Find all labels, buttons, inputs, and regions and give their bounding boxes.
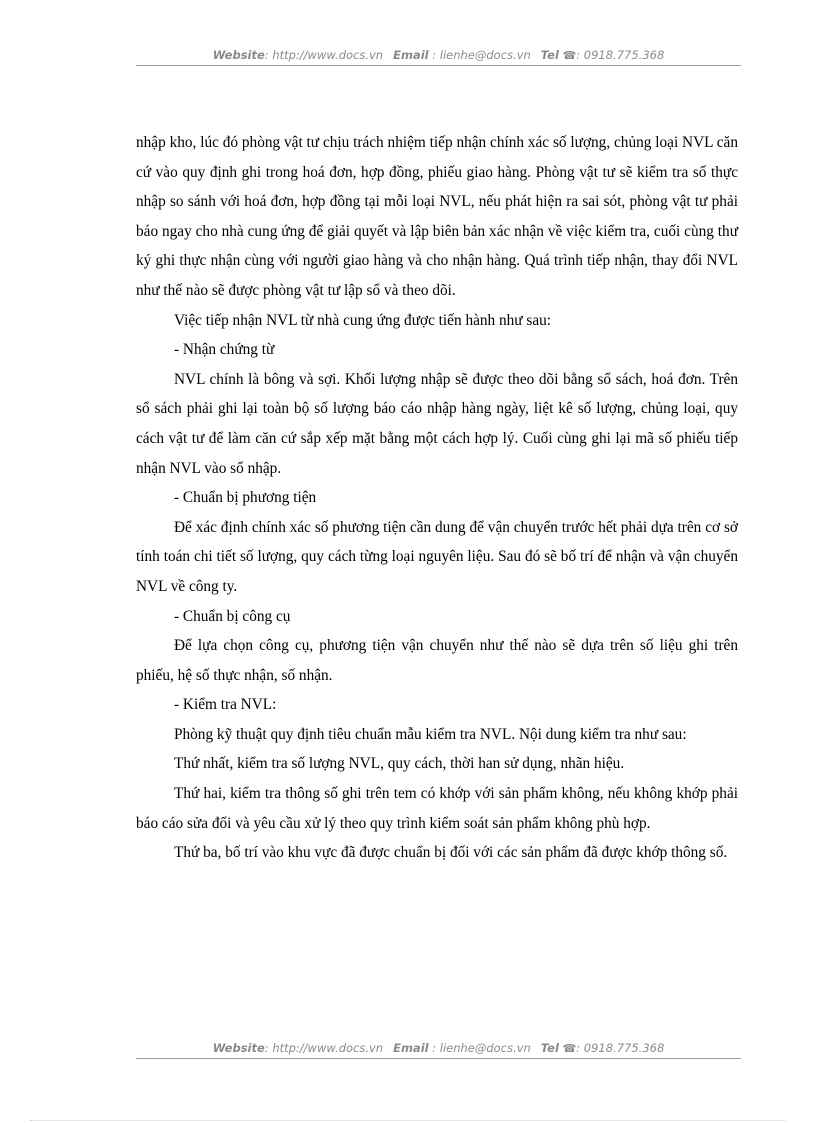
header-website-label: Website <box>212 48 265 62</box>
paragraph-nvl-chinh: NVL chính là bông và sợi. Khối lượng nhập sẽ được theo dõi bằng sổ sách, hoá đơn. Trên sổ sách phải ghi lại toàn bộ số lượng báo cáo nhập hàng ngày, liệt kê số lượng, chủng loại, quy cách vật tư để làm căn cứ sắp xếp mặt bằng một cách hợp lý. Cuối cùng ghi lại mã số phiếu tiếp nhận NVL vào sổ nhập. <box>136 370 738 477</box>
bullet-chuan-bi-phuong-tien: - Chuẩn bị phương tiện <box>174 489 317 507</box>
paragraph-phuong-tien: Để xác định chính xác số phương tiện cần dung để vận chuyển trước hết phải dựa trên cơ sở tính toán chi tiết số lượng, quy cách từng loại nguyên liệu. Sau đó sẽ bố trí để nhận và vận chuyển NVL về công ty. <box>136 518 738 595</box>
bullet-kiem-tra-nvl: - Kiểm tra NVL: <box>174 696 277 714</box>
footer-email-address[interactable]: : lienhe@docs.vn <box>432 1041 531 1055</box>
phone-icon: ☎ <box>562 1042 577 1055</box>
paragraph-kiem-tra: Phòng kỹ thuật quy định tiêu chuẩn mẫu kiểm tra NVL. Nội dung kiểm tra như sau: <box>174 725 687 743</box>
header-email-label: Email <box>393 48 429 62</box>
footer-tel-label: Tel <box>540 1041 559 1055</box>
paragraph-intro: Việc tiếp nhận NVL từ nhà cung ứng được tiến hành như sau: <box>174 311 552 329</box>
footer-email-label: Email <box>393 1041 429 1055</box>
footer-website-label: Website <box>212 1041 265 1055</box>
header-website-url[interactable]: : http://www.docs.vn <box>264 48 384 62</box>
page-bottom-divider <box>30 1120 786 1121</box>
header-email-address[interactable]: : lienhe@docs.vn <box>432 48 531 62</box>
header-tel-number: : 0918.775.368 <box>576 48 665 62</box>
paragraph-thu-hai: Thứ hai, kiểm tra thông số ghi trên tem có khớp với sản phẩm không, nếu không khớp phải báo cáo sửa đổi và yêu cầu xử lý theo quy trình kiểm soát sản phẩm không phù hợp. <box>136 785 738 832</box>
header-tel-label: Tel <box>540 48 559 62</box>
bullet-chuan-bi-cong-cu: - Chuẩn bị công cụ <box>174 607 291 625</box>
paragraph-continuation: nhập kho, lúc đó phòng vật tư chịu trách nhiệm tiếp nhận chính xác số lượng, chủng loại NVL căn cứ vào quy định ghi trong hoá đơn, hợp đồng, phiếu giao hàng. Phòng vật tư sẽ kiểm tra số thực nhập so sánh với hoá đơn, hợp đồng tại mỗi loại NVL, nếu phát hiện ra sai sót, phòng vật tư phải báo ngay cho nhà cung ứng để giải quyết và lập biên bản xác nhận về việc kiểm tra, cuối cùng thư ký ghi thực nhận cùng với người giao hàng và cho nhận hàng. Quá trình tiếp nhận, thay đổi NVL như thế nào sẽ được phòng vật tư lập sổ và theo dõi. <box>136 134 738 299</box>
bullet-nhan-chung-tu: - Nhận chứng từ <box>174 341 275 359</box>
page-footer <box>136 1041 741 1059</box>
document-body <box>136 128 738 868</box>
phone-icon: ☎ <box>562 49 577 62</box>
page-header <box>136 48 741 66</box>
footer-tel-number: : 0918.775.368 <box>576 1041 665 1055</box>
paragraph-thu-ba: Thứ ba, bố trí vào khu vực đã được chuẩn bị đối với các sản phẩm đã được khớp thông số. <box>174 844 728 862</box>
paragraph-thu-nhat: Thứ nhất, kiểm tra số lượng NVL, quy cách, thời han sử dụng, nhãn hiệu. <box>174 755 625 773</box>
paragraph-cong-cu: Để lựa chọn công cụ, phương tiện vận chuyển như thế nào sẽ dựa trên số liệu ghi trên phiếu, hệ số thực nhận, số nhận. <box>136 637 738 684</box>
footer-website-url[interactable]: : http://www.docs.vn <box>264 1041 384 1055</box>
